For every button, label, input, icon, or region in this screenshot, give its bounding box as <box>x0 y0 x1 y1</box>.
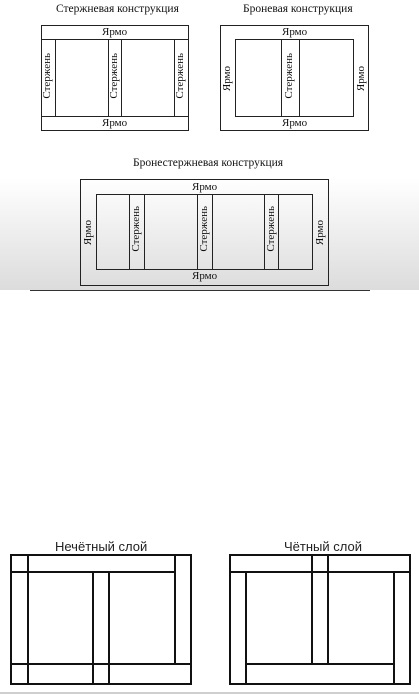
rod-right-label: Стержень <box>174 53 186 99</box>
armor-rod-construction-title: Бронестержневая конструкция <box>133 157 284 169</box>
armor-yoke-right-label: Ярмо <box>355 66 367 92</box>
armor-yoke-left-label: Ярмо <box>221 66 233 92</box>
armor-rod-yoke-left-label: Ярмо <box>82 220 94 246</box>
armor-mid-line-a <box>281 39 282 117</box>
armor-rod-label-2: Стержень <box>198 206 210 252</box>
odd-bottom-yoke-line <box>10 663 192 665</box>
armor-rod-yoke-bottom-label: Ярмо <box>192 270 218 282</box>
armor-rod-line-1b <box>144 194 145 270</box>
bottom-divider <box>0 692 419 694</box>
armor-rod-label: Стержень <box>283 53 295 99</box>
even-layer-outer <box>229 554 411 685</box>
odd-right-bar-inner <box>174 554 176 664</box>
armor-rod-line-2b <box>212 194 213 270</box>
armor-yoke-bottom-label: Ярмо <box>282 117 308 129</box>
rod-top-yoke-line <box>41 39 189 40</box>
armor-rod-yoke-right-label: Ярмо <box>314 220 326 246</box>
armor-rod-label-1: Стержень <box>130 206 142 252</box>
even-left-bar-inner <box>245 571 247 685</box>
odd-layer-outer <box>10 554 192 685</box>
armor-rod-line-3b <box>278 194 279 270</box>
armor-construction-title: Броневая конструкция <box>243 3 353 15</box>
section-divider <box>30 290 370 291</box>
odd-layer-title: Нечётный слой <box>55 539 148 554</box>
rod-left-label: Стержень <box>41 53 53 99</box>
rod-middle-label: Стержень <box>108 53 120 99</box>
armor-rod-label-3: Стержень <box>265 206 277 252</box>
rod-yoke-top-label: Ярмо <box>102 26 128 38</box>
armor-mid-line-b <box>299 39 300 117</box>
even-middle-bar-a <box>311 554 313 663</box>
even-top-yoke-line <box>229 571 411 573</box>
even-middle-bar-b <box>327 554 329 663</box>
rod-mid-line-b <box>121 39 122 116</box>
armor-yoke-top-label: Ярмо <box>282 26 308 38</box>
odd-middle-bar-b <box>108 573 110 685</box>
armor-rod-yoke-top-label: Ярмо <box>192 181 218 193</box>
rod-yoke-bottom-label: Ярмо <box>102 117 128 129</box>
even-layer-title: Чётный слой <box>284 539 362 554</box>
rod-construction-title: Стержневая конструкция <box>56 3 179 15</box>
odd-middle-bar-a <box>92 573 94 685</box>
even-right-bar-inner <box>393 571 395 685</box>
rod-left-line <box>55 39 56 116</box>
odd-left-bar-inner <box>27 554 29 685</box>
even-bottom-yoke-line <box>245 663 395 665</box>
